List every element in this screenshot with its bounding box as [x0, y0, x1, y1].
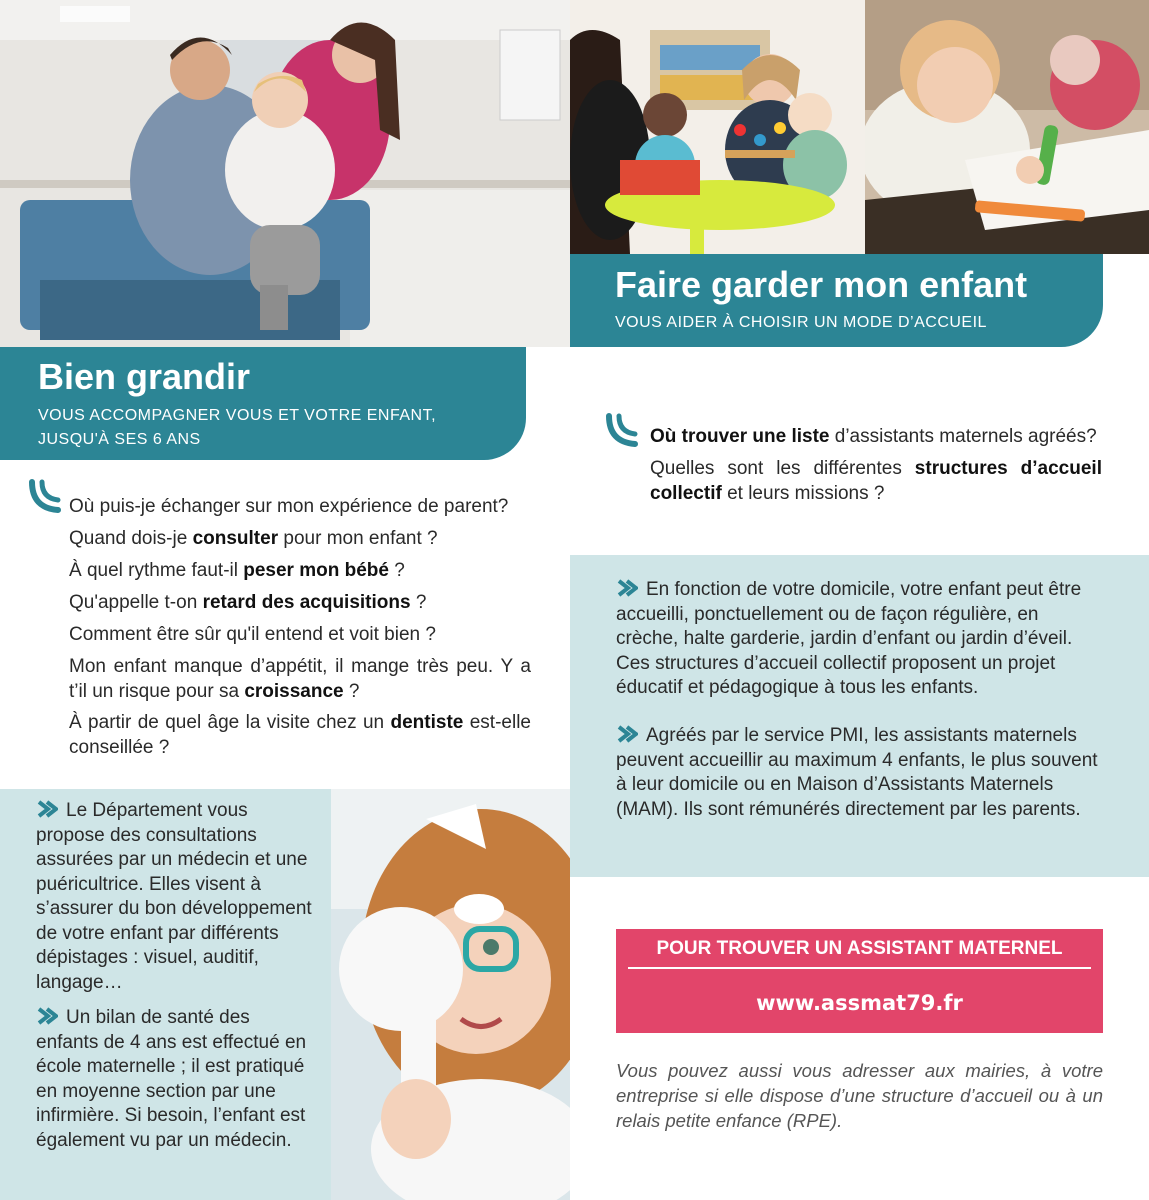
- banner-subtitle-line2: JUSQU'À SES 6 ANS: [38, 431, 201, 448]
- child-drawing-photo: [865, 0, 1149, 254]
- doctor-consultation-photo: [0, 0, 570, 347]
- consultation-paragraph-2: Un bilan de santé des enfants de 4 ans est effectué en école maternelle ; il est pratiqué en moyenne section par une infirmière. Si besoin, l’enfant est également vu par un médecin.: [36, 1007, 307, 1151]
- speech-arc-icon: [605, 412, 639, 448]
- bien-grandir-banner: [0, 347, 526, 460]
- chevron-right-icon: [616, 725, 638, 743]
- consultation-paragraph-1: Le Département vous propose des consultations assurées par un médecin et une puéricultrice. Elles visent à s’assurer du bon développement de votre enfant par différents dépistages : visuel, auditif, langage…: [36, 800, 312, 993]
- question-childcare-list: Où trouver une liste d’assistants maternels agréés?: [650, 426, 1097, 447]
- banner-title: Faire garder mon enfant: [615, 264, 1028, 305]
- question-2: Quand dois-je consulter pour mon enfant ?: [69, 528, 438, 549]
- banner-subtitle: VOUS AIDER À CHOISIR UN MODE D’ACCUEIL: [615, 314, 987, 331]
- question-collective-structures: Quelles sont les différentes structures d’accueil collectif et leurs missions ?: [650, 458, 1102, 504]
- assmat-website-link[interactable]: www.assmat79.fr: [756, 991, 963, 1015]
- chevron-right-icon: [616, 579, 638, 597]
- question-7: À partir de quel âge la visite chez un dentiste est-elle conseillée ?: [69, 712, 531, 758]
- speech-arc-icon: [28, 478, 62, 514]
- question-3: À quel rythme faut-il peser mon bébé ?: [69, 560, 405, 581]
- childcare-paragraph-2: Agréés par le service PMI, les assistants maternels peuvent accueillir au maximum 4 enfants, le plus souvent à leur domicile ou en Maison d’Assistants Maternels (MAM). Ils sont rémunérés directement par les parents.: [616, 725, 1098, 820]
- childcare-paragraph-1: En fonction de votre domicile, votre enfant peut être accueilli, ponctuellement ou de façon régulière, en crèche, halte garderie, jardin d’enfant ou jardin d’éveil. Ces structures d’accueil collectif proposent un projet éducatif et pédagogique à tous les enfants.: [616, 579, 1082, 698]
- banner-subtitle-line1: VOUS ACCOMPAGNER VOUS ET VOTRE ENFANT,: [38, 407, 437, 424]
- question-6: Mon enfant manque d’appétit, il mange très peu. Y a t’il un risque pour sa croissance ?: [69, 656, 531, 702]
- eye-test-girl-photo: [331, 789, 570, 1200]
- question-4: Qu'appelle t-on retard des acquisitions ?: [69, 592, 427, 613]
- faire-garder-banner: [570, 254, 1103, 347]
- banner-title: Bien grandir: [38, 356, 251, 397]
- chevron-right-icon: [36, 800, 58, 818]
- question-1: Où puis-je échanger sur mon expérience de parent?: [69, 496, 509, 517]
- callout-heading: POUR TROUVER UN ASSISTANT MATERNEL: [656, 938, 1063, 959]
- daycare-toys-photo: [570, 0, 865, 254]
- chevron-right-icon: [36, 1007, 58, 1025]
- question-5: Comment être sûr qu'il entend et voit bien ?: [69, 624, 436, 645]
- find-assistant-callout: [616, 929, 1103, 1033]
- mairies-note: Vous pouvez aussi vous adresser aux mairies, à votre entreprise si elle dispose d’une structure d’accueil ou à un relais petite enfance (RPE).: [616, 1060, 1103, 1131]
- callout-divider: [628, 967, 1091, 969]
